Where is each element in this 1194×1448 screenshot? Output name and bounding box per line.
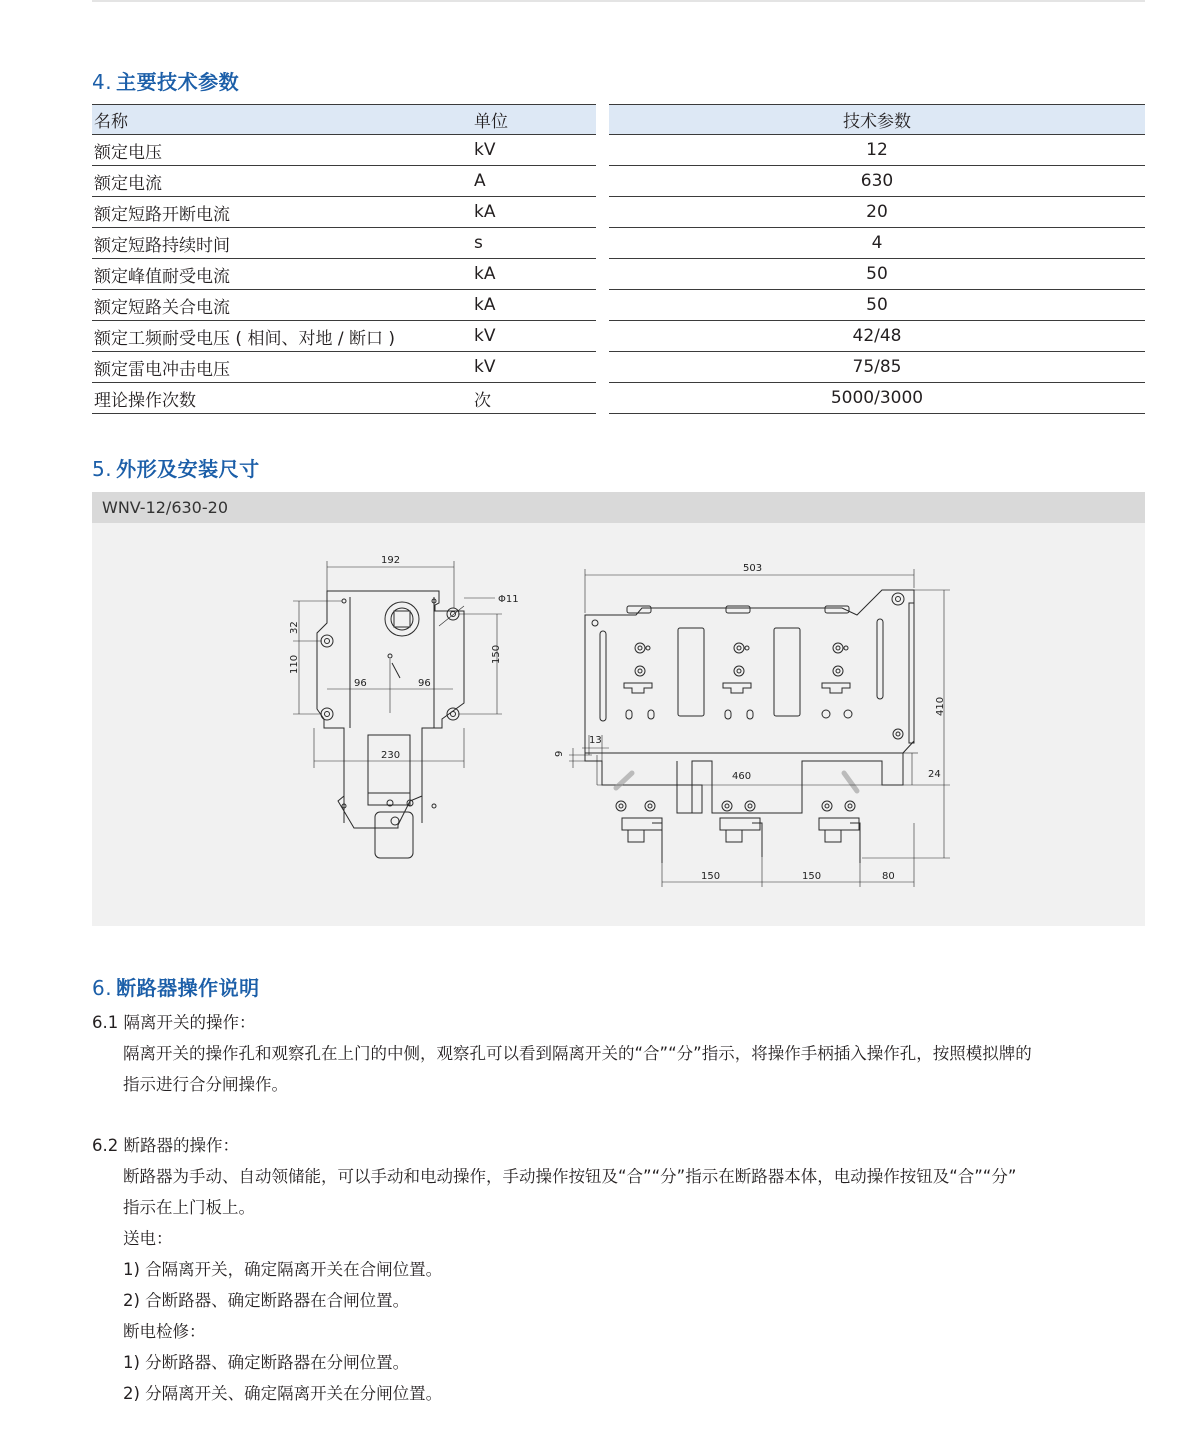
- param-value: 5000/3000: [609, 383, 1145, 414]
- power-off-step-2: 2) 分隔离开关、确定隔离开关在分闸位置。: [123, 1384, 443, 1403]
- dim-503: 503: [743, 563, 763, 574]
- param-value: 12: [609, 135, 1145, 166]
- s62-heading: 6.2 断路器的操作：: [92, 1136, 239, 1155]
- dim-230: 230: [381, 750, 401, 761]
- table-row: [92, 228, 596, 259]
- table-row: [92, 166, 596, 197]
- dim-hole: Φ11: [498, 594, 519, 605]
- param-name: 额定短路关合电流: [92, 290, 472, 321]
- power-on-heading: 送电：: [123, 1229, 173, 1248]
- dim-110: 110: [289, 654, 300, 674]
- section-5-heading: [92, 453, 260, 482]
- table-row: [92, 197, 596, 228]
- table-row: [609, 383, 1145, 414]
- dim-13: 13: [589, 735, 602, 746]
- param-unit: kA: [472, 290, 596, 321]
- param-name: 额定雷电冲击电压: [92, 352, 472, 383]
- dim-192: 192: [381, 555, 401, 566]
- section-4-number: 4.: [92, 70, 113, 94]
- side-view-dims: [293, 561, 502, 768]
- table-row: [609, 166, 1145, 197]
- table-row: [609, 259, 1145, 290]
- spec-table-right: [609, 104, 1145, 414]
- section-5-number: 5.: [92, 457, 113, 481]
- dim-150-b: 150: [802, 871, 822, 882]
- dim-24: 24: [928, 769, 941, 780]
- table-row: [609, 197, 1145, 228]
- front-view-dims: [569, 569, 950, 887]
- table-row: [92, 352, 596, 383]
- side-view-outline: [317, 591, 464, 858]
- param-unit: kV: [472, 352, 596, 383]
- dim-150: 150: [491, 644, 502, 664]
- param-unit: kA: [472, 259, 596, 290]
- param-name: 额定工频耐受电压 ( 相间、对地 / 断口 ): [92, 321, 472, 352]
- param-value: 630: [609, 166, 1145, 197]
- param-unit: kV: [472, 321, 596, 352]
- table-row: [92, 321, 596, 352]
- table-row: [92, 135, 596, 166]
- param-name: 额定短路开断电流: [92, 197, 472, 228]
- param-name: 额定短路持续时间: [92, 228, 472, 259]
- pole-2: [720, 643, 762, 857]
- param-value: 50: [609, 290, 1145, 321]
- param-unit: kV: [472, 135, 596, 166]
- header-unit: 单位: [472, 105, 596, 135]
- dim-32: 32: [289, 621, 300, 634]
- spec-table-left: [92, 104, 596, 414]
- header-name: 名称: [92, 105, 472, 135]
- section-6-number: 6.: [92, 976, 113, 1000]
- dim-96-a: 96: [354, 678, 367, 689]
- s61-line-1: 隔离开关的操作孔和观察孔在上门的中侧，观察孔可以看到隔离开关的“合”“分”指示，将操作手柄插入操作孔，按照模拟牌的: [123, 1044, 1032, 1063]
- section-4-heading: [92, 66, 239, 95]
- table-row: [92, 383, 596, 414]
- dimension-drawing: [92, 523, 1145, 926]
- dim-150-a: 150: [701, 871, 721, 882]
- power-on-step-2: 2) 合断路器、确定断路器在合闸位置。: [123, 1291, 410, 1310]
- dim-410: 410: [935, 696, 946, 716]
- model-label: WNV-12/630-20: [102, 498, 228, 517]
- section-6-1: [92, 1007, 1152, 1100]
- param-name: 额定电流: [92, 166, 472, 197]
- s61-line-2: 指示进行合分闸操作。: [123, 1075, 288, 1094]
- table-row: [92, 290, 596, 321]
- param-value: 50: [609, 259, 1145, 290]
- param-value: 4: [609, 228, 1145, 259]
- table-row: [609, 228, 1145, 259]
- param-name: 额定电压: [92, 135, 472, 166]
- dim-96-b: 96: [418, 678, 431, 689]
- table-row: [609, 290, 1145, 321]
- power-off-heading: 断电检修：: [123, 1322, 206, 1341]
- front-view-outline: [585, 590, 914, 863]
- model-bar: [92, 492, 1145, 523]
- param-unit: s: [472, 228, 596, 259]
- top-rule: [92, 0, 1145, 2]
- param-value: 75/85: [609, 352, 1145, 383]
- s61-heading: 6.1 隔离开关的操作：: [92, 1013, 256, 1032]
- dim-80: 80: [882, 871, 895, 882]
- dimension-drawing-svg: [92, 523, 1145, 926]
- param-unit: A: [472, 166, 596, 197]
- section-6-heading: [92, 972, 260, 1001]
- section-6-2: [92, 1130, 1152, 1409]
- param-name: 理论操作次数: [92, 383, 472, 414]
- section-6-title: 断路器操作说明: [116, 976, 260, 1000]
- section-4-title: 主要技术参数: [116, 70, 240, 94]
- param-value: 20: [609, 197, 1145, 228]
- section-5-title: 外形及安装尺寸: [116, 457, 260, 481]
- dim-460: 460: [732, 771, 752, 782]
- param-unit: kA: [472, 197, 596, 228]
- table-row: [609, 352, 1145, 383]
- spec-header-row: [609, 105, 1145, 135]
- param-unit: 次: [472, 383, 596, 414]
- table-row: [609, 135, 1145, 166]
- spec-header-row: [92, 105, 596, 135]
- param-name: 额定峰值耐受电流: [92, 259, 472, 290]
- param-value: 42/48: [609, 321, 1145, 352]
- power-off-step-1: 1) 分断路器、确定断路器在分闸位置。: [123, 1353, 410, 1372]
- header-value: 技术参数: [609, 105, 1145, 135]
- table-row: [609, 321, 1145, 352]
- power-on-step-1: 1) 合隔离开关，确定隔离开关在合闸位置。: [123, 1260, 443, 1279]
- s62-line-2: 指示在上门板上。: [123, 1198, 255, 1217]
- dim-9: 9: [554, 750, 565, 757]
- s62-line-1: 断路器为手动、自动领储能，可以手动和电动操作，手动操作按钮及“合”“分”指示在断路器本体，电动操作按钮及“合”“分”: [123, 1167, 1017, 1186]
- table-row: [92, 259, 596, 290]
